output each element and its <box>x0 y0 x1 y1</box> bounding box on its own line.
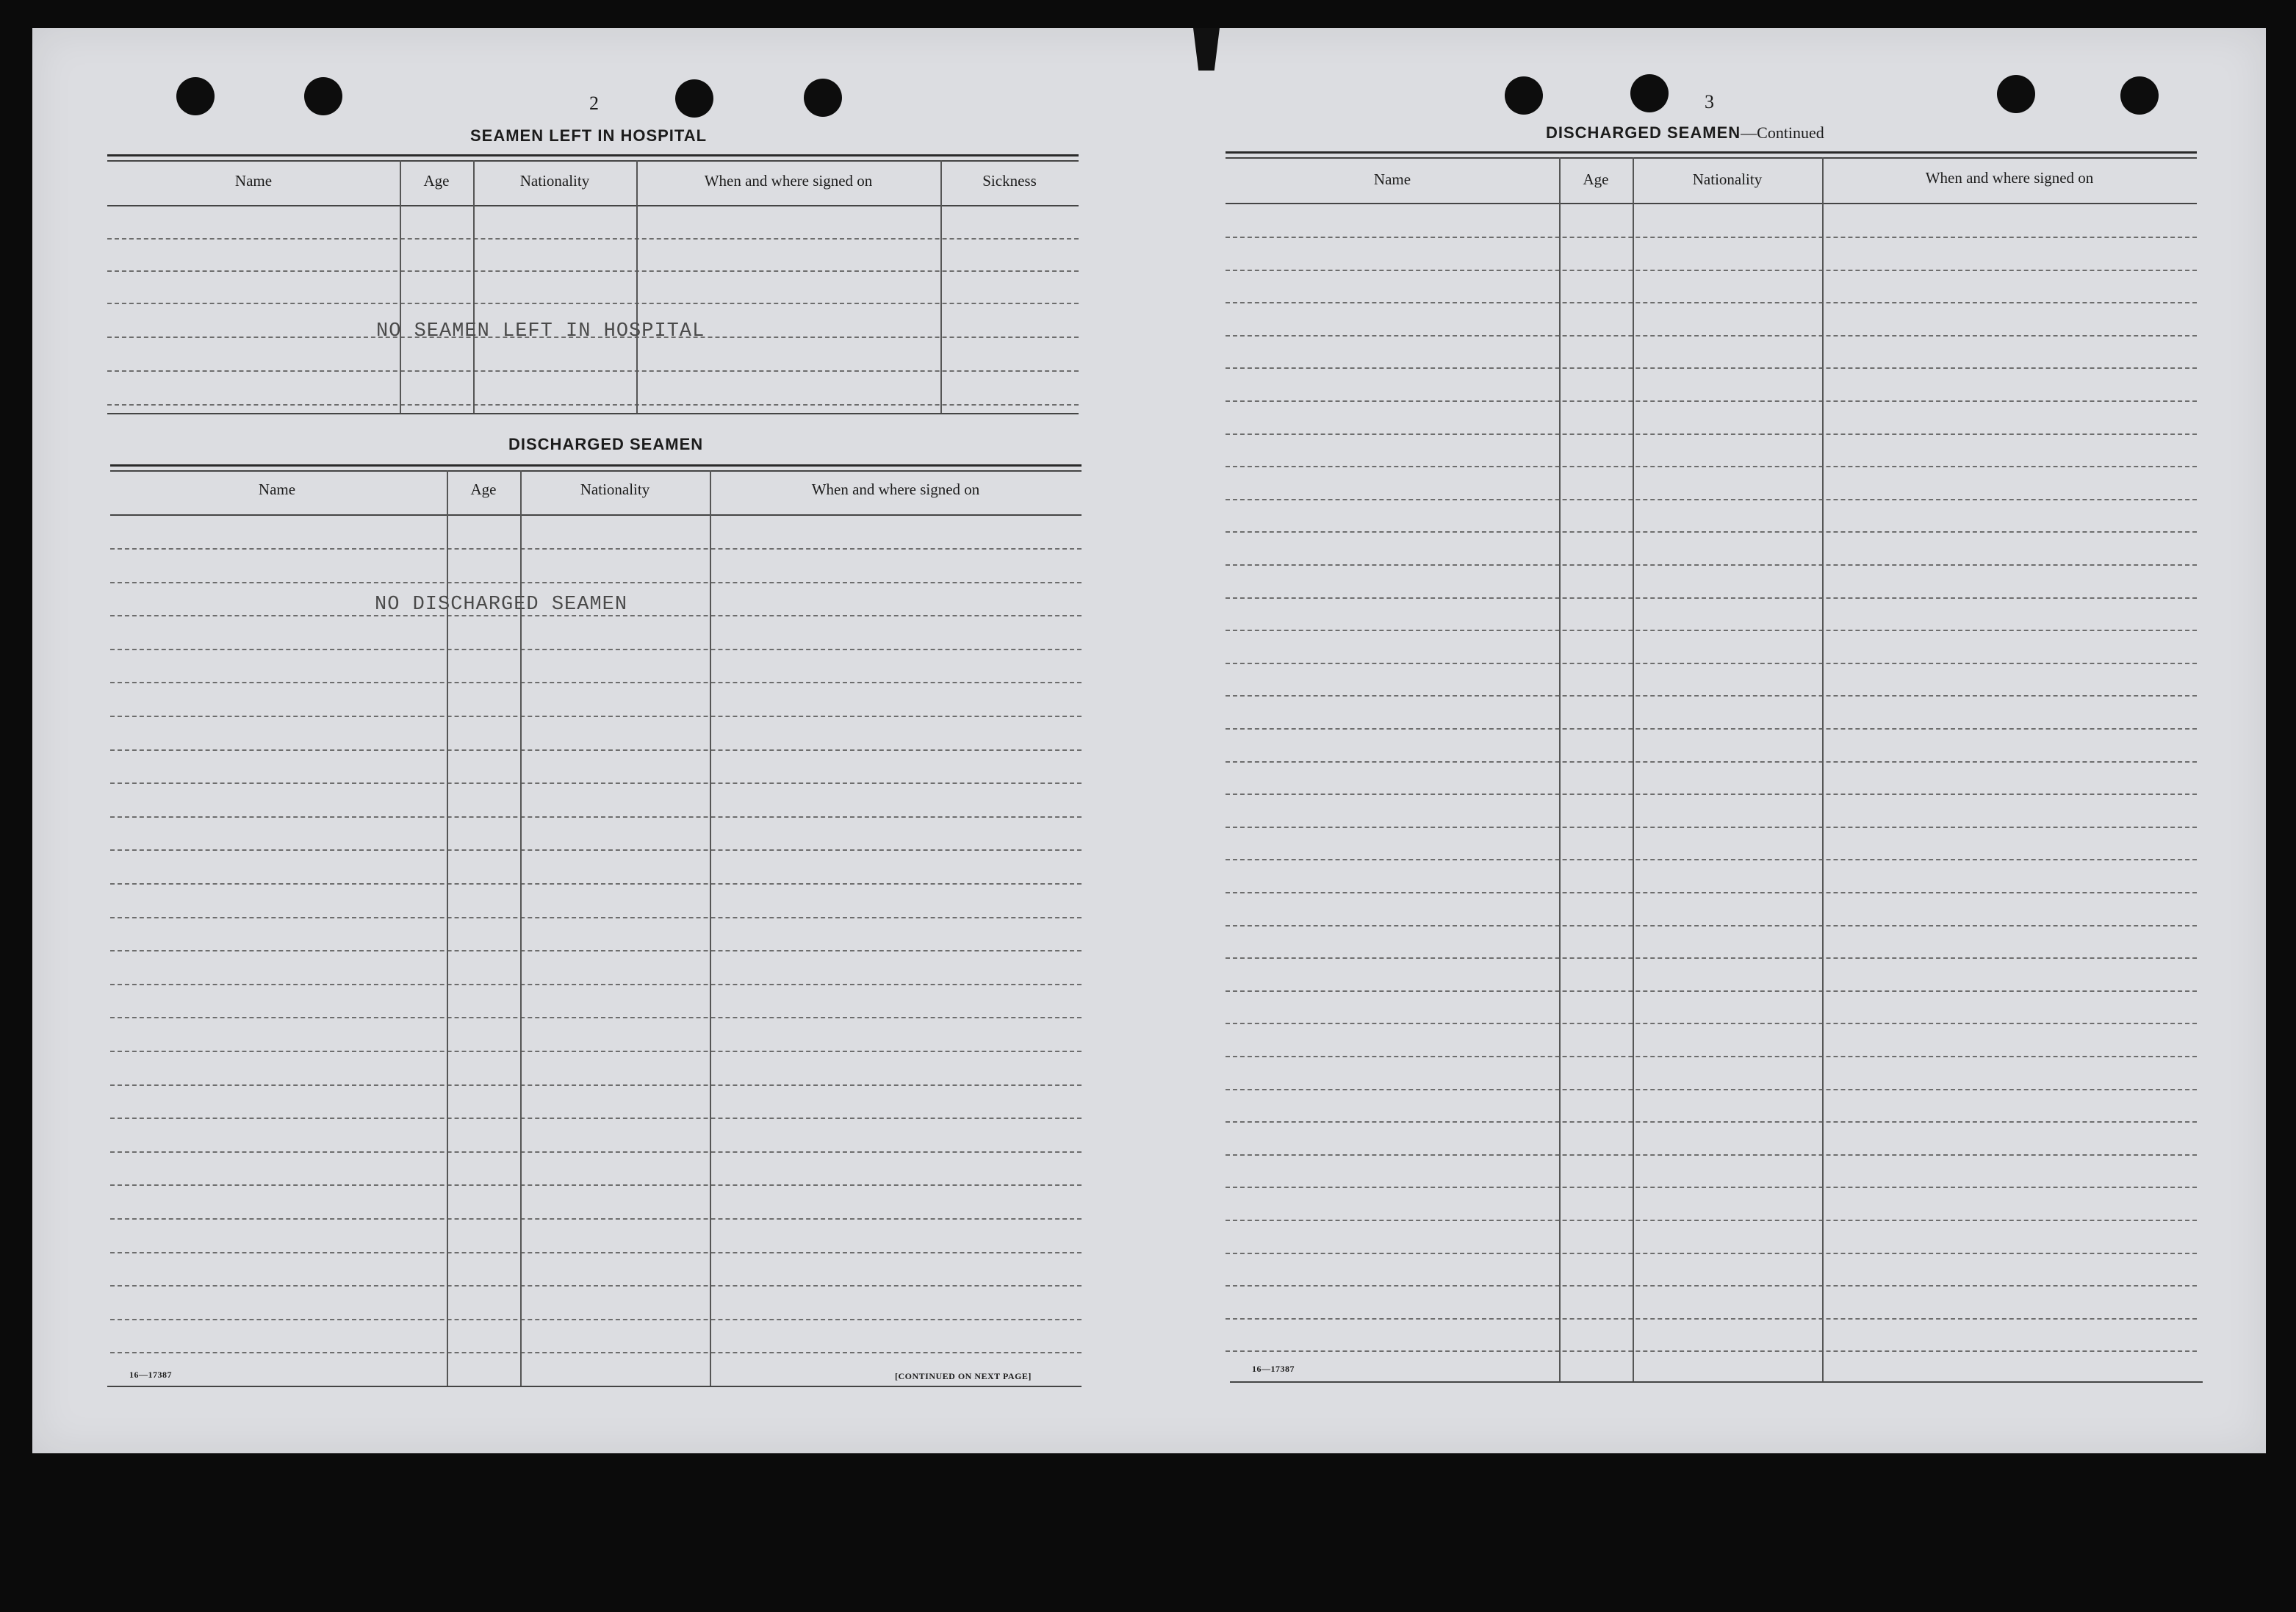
table-row <box>1226 400 2197 402</box>
table-row <box>1226 237 2197 238</box>
table-row <box>110 782 1082 784</box>
table-row <box>110 1285 1082 1287</box>
right-col-name: Name <box>1373 170 1411 188</box>
table-row <box>110 548 1082 550</box>
right-vrule <box>1559 157 1561 1381</box>
table-row <box>110 984 1082 985</box>
hospital-vrule <box>636 160 638 413</box>
table-row <box>110 1319 1082 1320</box>
table-row <box>1226 1056 2197 1057</box>
binder-hole <box>304 77 342 115</box>
right-top-rule <box>1226 151 2197 154</box>
hospital-col-sickness: Sickness <box>982 172 1037 190</box>
discharged-col-signed-on: When and where signed on <box>811 481 980 498</box>
binder-hole <box>176 77 215 115</box>
binder-hole <box>1630 74 1669 112</box>
table-row <box>107 303 1079 304</box>
table-row <box>107 238 1079 240</box>
discharged-stamp: NO DISCHARGED SEAMEN <box>375 594 628 616</box>
hospital-col-age: Age <box>423 172 450 190</box>
table-row <box>110 883 1082 885</box>
table-row <box>110 716 1082 717</box>
table-row <box>1226 564 2197 566</box>
binder-hole <box>2120 76 2159 115</box>
table-row <box>110 1352 1082 1353</box>
right-vrule <box>1822 157 1824 1381</box>
table-row <box>1226 1318 2197 1320</box>
table-row <box>1226 695 2197 697</box>
table-row <box>1226 597 2197 599</box>
discharged-top-rule-2 <box>110 470 1082 472</box>
table-row <box>1226 925 2197 926</box>
table-row <box>110 1218 1082 1220</box>
table-row <box>1226 990 2197 992</box>
right-header-rule <box>1226 203 2197 204</box>
hospital-col-nationality: Nationality <box>519 172 590 190</box>
binder-hole <box>1505 76 1543 115</box>
table-row <box>1226 335 2197 337</box>
table-row <box>110 649 1082 650</box>
table-row <box>1226 761 2197 763</box>
discharged-col-name: Name <box>258 481 296 498</box>
table-row <box>1226 270 2197 271</box>
hospital-bottom-rule <box>107 413 1079 414</box>
table-row <box>110 917 1082 918</box>
title-suffix: —Continued <box>1741 123 1824 142</box>
page-number-right: 3 <box>1705 91 1714 112</box>
binder-hole <box>804 79 842 117</box>
table-row <box>107 370 1079 372</box>
scan-artifact <box>1193 28 1220 71</box>
table-row <box>1226 1350 2197 1352</box>
table-row <box>1226 1253 2197 1254</box>
table-row <box>110 816 1082 818</box>
document-sheet <box>32 28 2266 1453</box>
discharged-col-age: Age <box>470 481 497 498</box>
table-row <box>110 682 1082 683</box>
table-row <box>110 749 1082 751</box>
table-row <box>110 950 1082 951</box>
discharged-header-rule <box>110 514 1082 516</box>
hospital-header-rule <box>107 205 1079 206</box>
table-row <box>1226 663 2197 664</box>
table-row <box>110 1252 1082 1253</box>
table-row <box>1226 794 2197 795</box>
discharged-top-rule <box>110 464 1082 467</box>
table-row <box>1226 1285 2197 1287</box>
hospital-stamp: NO SEAMEN LEFT IN HOSPITAL <box>376 320 705 342</box>
table-row <box>1226 859 2197 860</box>
table-row <box>107 404 1079 406</box>
right-col-signed-on: When and where signed on <box>1925 169 2094 187</box>
hospital-col-signed-on: When and where signed on <box>704 172 873 190</box>
discharged-section-title: DISCHARGED SEAMEN <box>508 435 704 453</box>
table-row <box>1226 630 2197 631</box>
hospital-section-title: SEAMEN LEFT IN HOSPITAL <box>470 126 708 145</box>
table-row <box>110 1151 1082 1153</box>
form-number-left: 16—17387 <box>129 1370 172 1380</box>
title-text: DISCHARGED SEAMEN <box>1546 123 1741 142</box>
table-row <box>1226 1121 2197 1123</box>
table-row <box>110 1084 1082 1086</box>
table-row <box>1226 367 2197 369</box>
right-vrule <box>1633 157 1634 1381</box>
hospital-top-rule <box>107 154 1079 156</box>
table-row <box>107 270 1079 272</box>
discharged-col-nationality: Nationality <box>580 481 650 498</box>
discharged-vrule <box>710 470 711 1386</box>
form-number-right: 16—17387 <box>1252 1364 1295 1374</box>
right-bottom-rule <box>1230 1381 2203 1383</box>
table-row <box>1226 957 2197 959</box>
table-row <box>1226 1220 2197 1221</box>
table-row <box>110 849 1082 851</box>
table-row <box>1226 433 2197 435</box>
table-row <box>1226 827 2197 828</box>
table-row <box>110 1184 1082 1186</box>
table-row <box>1226 531 2197 533</box>
table-row <box>1226 1023 2197 1024</box>
binder-hole <box>675 79 713 118</box>
hospital-col-name: Name <box>234 172 273 190</box>
hospital-top-rule-2 <box>107 160 1079 162</box>
table-row <box>1226 1154 2197 1156</box>
hospital-vrule <box>400 160 401 413</box>
hospital-vrule <box>473 160 475 413</box>
table-row <box>110 1017 1082 1018</box>
right-col-nationality: Nationality <box>1692 170 1763 188</box>
right-col-age: Age <box>1583 170 1609 188</box>
table-row <box>110 1051 1082 1052</box>
discharged-bottom-rule <box>107 1386 1082 1387</box>
table-row <box>1226 1187 2197 1188</box>
page-number-left: 2 <box>589 93 599 114</box>
table-row <box>1226 1089 2197 1090</box>
table-row <box>110 582 1082 583</box>
right-top-rule-2 <box>1226 157 2197 159</box>
table-row <box>1226 302 2197 303</box>
table-row <box>1226 728 2197 730</box>
hospital-vrule <box>940 160 942 413</box>
table-row <box>1226 499 2197 500</box>
binder-hole <box>1997 75 2035 113</box>
discharged-continued-title <box>1546 123 1824 143</box>
table-row <box>1226 466 2197 467</box>
continued-note: [CONTINUED ON NEXT PAGE] <box>895 1371 1032 1381</box>
table-row <box>110 1118 1082 1119</box>
table-row <box>1226 892 2197 893</box>
